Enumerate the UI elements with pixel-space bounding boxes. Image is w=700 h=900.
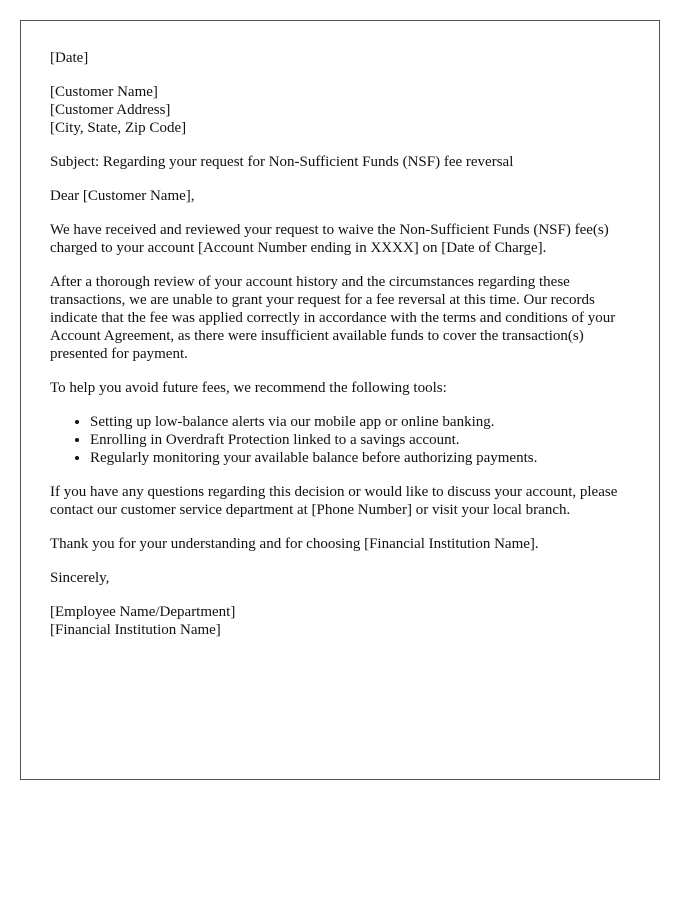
signature-employee: [Employee Name/Department]	[50, 604, 236, 620]
paragraph-thanks: Thank you for your understanding and for choosing [Financial Institution Name].	[50, 536, 539, 552]
list-item: • Setting up low-balance alerts via our mobile app or online banking.	[90, 413, 640, 431]
tools-intro: To help you avoid future fees, we recommend the following tools:	[50, 380, 447, 396]
customer-name: [Customer Name]	[50, 84, 158, 100]
letter-salutation: Dear [Customer Name],	[50, 188, 195, 204]
list-item: • Regularly monitoring your available balance before authorizing payments.	[90, 449, 640, 467]
paragraph-received: We have received and reviewed your request to waive the Non-Sufficient Funds (NSF) fee(s) charged to your account [Account Number ending in XXXX] on [Date of Charge].	[50, 222, 609, 256]
letter-subject: Subject: Regarding your request for Non-Sufficient Funds (NSF) fee reversal	[50, 154, 514, 170]
customer-city-state-zip: [City, State, Zip Code]	[50, 120, 187, 136]
signature-institution: [Financial Institution Name]	[50, 622, 221, 638]
letter-date: [Date]	[50, 50, 89, 66]
letter-body	[50, 49, 640, 655]
letter-frame	[20, 20, 660, 780]
list-item: • Enrolling in Overdraft Protection linked to a savings account.	[90, 431, 640, 449]
tools-list	[50, 413, 640, 467]
customer-address-block	[50, 83, 640, 137]
paragraph-decision: After a thorough review of your account history and the circumstances regarding these transactions, we are unable to grant your request for a fee reversal at this time. Our records indicate that the fee was applied correctly in accordance with the terms and conditions of your Account Agreement, as there were insufficient available funds to cover the transaction(s) presented for payment.	[50, 274, 616, 362]
customer-address: [Customer Address]	[50, 102, 171, 118]
paragraph-contact: If you have any questions regarding this decision or would like to discuss your account, please contact our customer service department at [Phone Number] or visit your local branch.	[50, 484, 618, 518]
signature-block	[50, 603, 640, 639]
letter-closing: Sincerely,	[50, 570, 110, 586]
